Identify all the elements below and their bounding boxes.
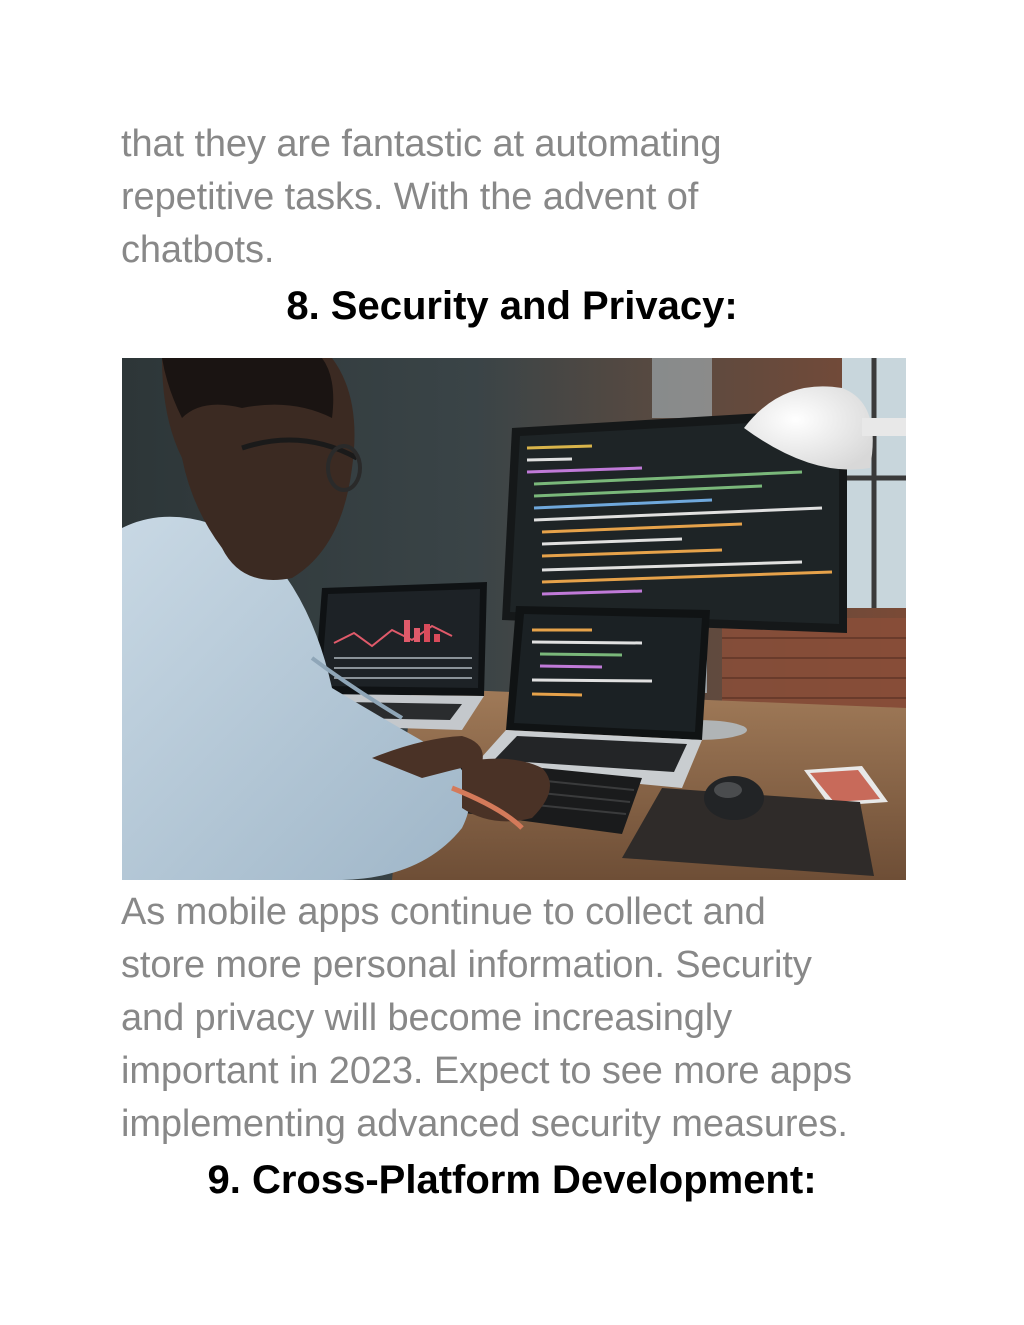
intro-line: chatbots.: [121, 229, 275, 271]
section-9-heading: 9. Cross-Platform Development:: [207, 1158, 817, 1202]
section-8-line: important in 2023. Expect to see more apps: [121, 1050, 852, 1092]
developer-coding-photo: [122, 358, 906, 880]
intro-line: repetitive tasks. With the advent of: [121, 176, 699, 218]
section-8-heading: 8. Security and Privacy:: [286, 284, 738, 328]
section-8-line: As mobile apps continue to collect and: [121, 891, 766, 933]
section-8-line: implementing advanced security measures.: [121, 1103, 848, 1145]
section-8-line: store more personal information. Security: [121, 944, 812, 986]
intro-line: that they are fantastic at automating: [121, 123, 722, 165]
section-8-paragraph: [121, 886, 852, 1151]
intro-paragraph: [121, 118, 721, 277]
section-8-line: and privacy will become increasingly: [121, 997, 733, 1039]
